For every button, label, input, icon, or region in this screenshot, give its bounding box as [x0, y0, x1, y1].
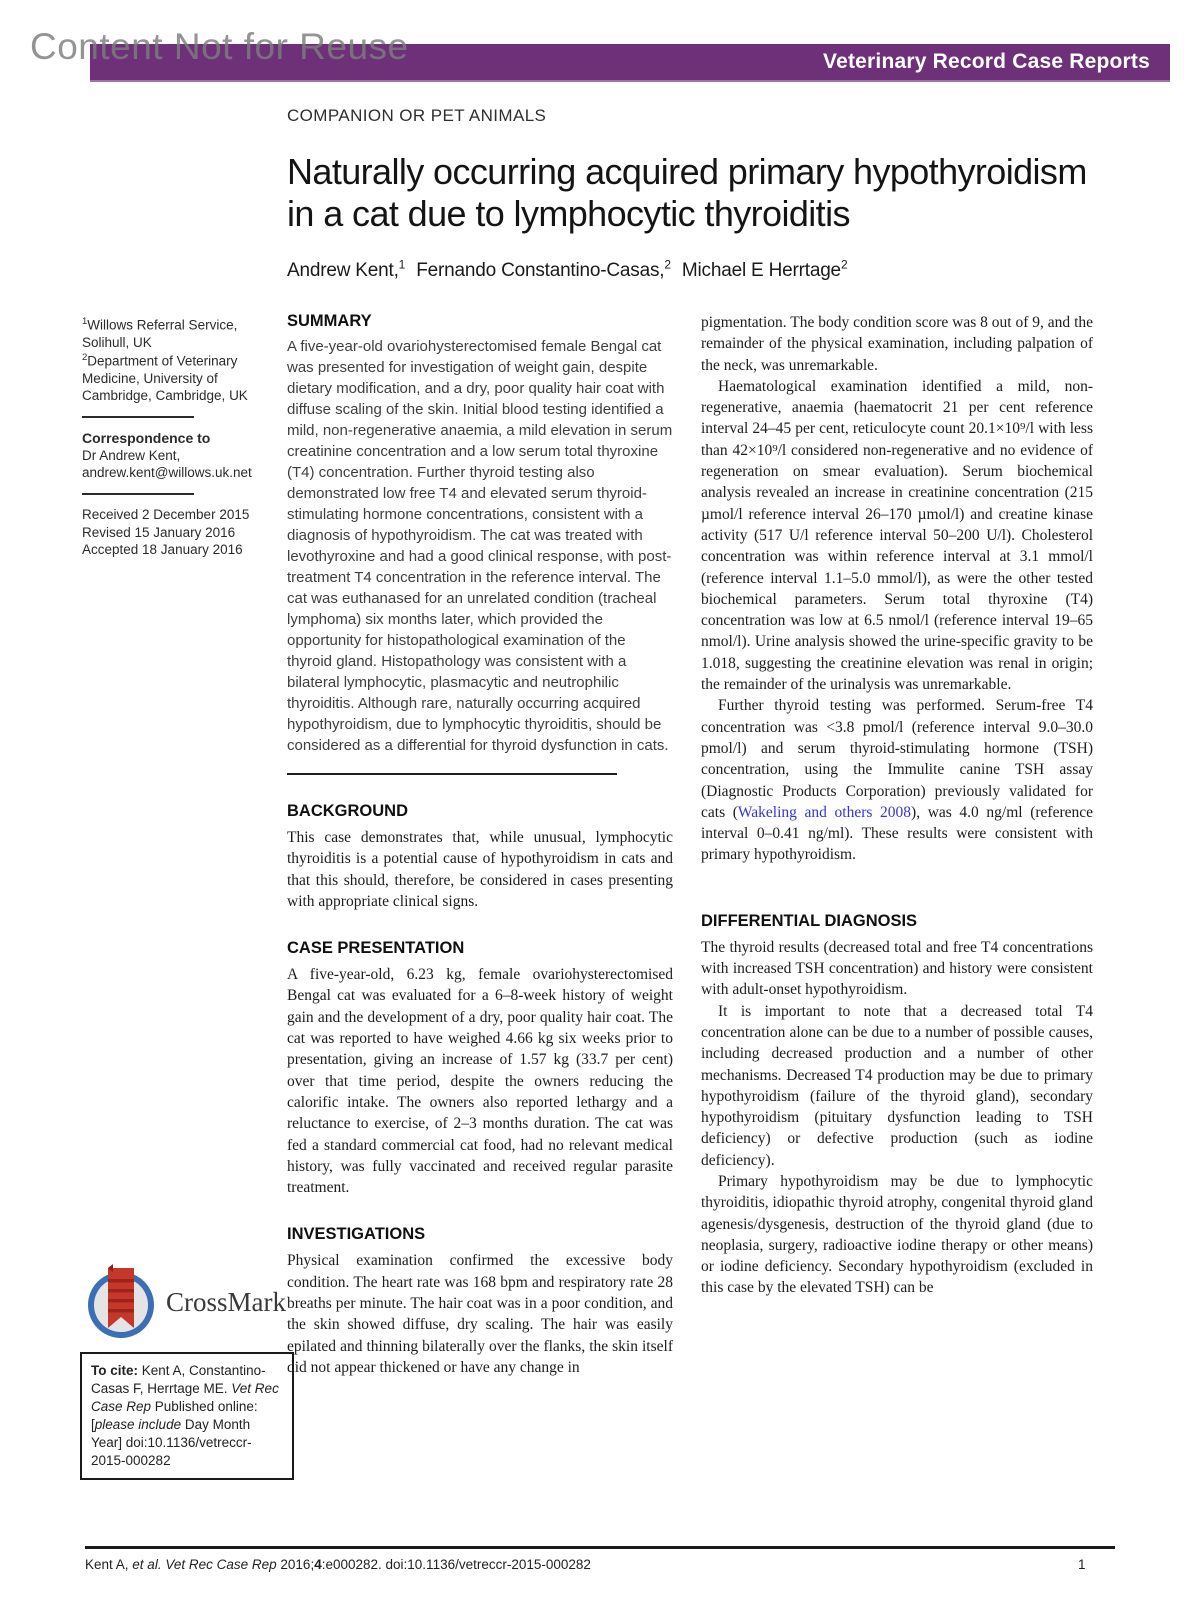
article-title: Naturally occurring acquired primary hypothyroidism in a cat due to lymphocytic thyroiditis [287, 151, 1087, 235]
correspondence-label: Correspondence to [82, 429, 211, 446]
journal-banner-title: Veterinary Record Case Reports [823, 50, 1150, 73]
footer-citation: Kent A, et al. Vet Rec Case Rep 2016;4:e000282. doi:10.1136/vetreccr-2015-000282 [85, 1557, 591, 1572]
crossmark-label: CrossMark [166, 1286, 286, 1317]
article-sidebar [82, 316, 284, 559]
affiliation: $^2$Department of Veterinary Medicine, University of Cambridge, Cambridge, UK [82, 351, 248, 404]
affiliation-marker: 1 [82, 316, 88, 327]
investigations-paragraph: Physical examination confirmed the excessive body condition. The heart rate was 168 bpm and respiratory rate 28 breaths per minute. The hair coat was in a poor condition, and the skin showed diffuse, dry scaling. The hair was easily epilated and thinning bilaterally over the flanks, the skin itself did not appear thickened or have any change in [287, 1252, 673, 1376]
author: Fernando Constantino-Casas,$^2$ [416, 257, 671, 281]
crossmark-badge[interactable] [84, 1262, 286, 1342]
body-column-right [701, 312, 1093, 1299]
differential-diagnosis-heading: DIFFERENTIAL DIAGNOSIS [701, 911, 918, 930]
article-header [287, 106, 1117, 282]
journal-abbrev: Vet Rec Case Rep [91, 1380, 279, 1414]
crossmark-icon [84, 1262, 158, 1342]
summary-heading: SUMMARY [287, 312, 372, 330]
affiliation-marker: 2 [82, 351, 88, 363]
background-paragraph: This case demonstrates that, while unusual, lymphocytic thyroiditis is a potential cause of hypothyroidism in cats and that this should, therefore, be considered in cases presenting with appropriate clinical signs. [287, 829, 673, 910]
author-list [287, 257, 1117, 281]
citation-link-wakeling-2008[interactable]: Wakeling and others 2008 [737, 803, 912, 821]
date-revised: Revised 15 January 2016 [82, 524, 236, 540]
case-presentation-heading: CASE PRESENTATION [287, 939, 465, 958]
differential-paragraph-2: It is important to note that a decreased total T4 concentration alone can be due to a number of possible causes, including decreased production and a number of other mechanisms. Decreased T4 production may be due to primary hypothyroidism (failure of the thyroid gland), secondary hypothyroidism (pituitary dysfunction leading to TSH deficiency) or defective production (such as iodine deficiency). [701, 1002, 1093, 1169]
page-number: 1 [1078, 1557, 1086, 1572]
article-category: COMPANION OR PET ANIMALS [287, 106, 547, 125]
affiliation: $^1$Willows Referral Service, Solihull, UK [82, 316, 238, 351]
investigations-paragraph-continued: pigmentation. The body condition score was 8 out of 9, and the remainder of the physical examination, including palpation of the neck, was unremarkable. [701, 314, 1093, 374]
summary-divider [287, 773, 617, 775]
body-column-left [287, 312, 673, 1378]
author-affiliation-marker: 1 [398, 257, 406, 272]
author-affiliation-marker: 2 [664, 257, 671, 272]
differential-paragraph-1: The thyroid results (decreased total and free T4 concentrations with increased TSH concentration) and history were consistent with adult-onset hypothyroidism. [701, 938, 1093, 999]
author-affiliation-marker: 2 [840, 257, 848, 272]
haematology-paragraph: Haematological examination identified a mild, non-regenerative, anaemia (haematocrit 21 per cent reference interval 24–45 per cent, reticulocyte count 20.1×10⁹/l with less than 42×10⁹/l considered non-regenerative and no evidence of regeneration on smear evaluation). Serum biochemical analysis revealed an increase in creatinine concentration (215 µmol/l reference interval 26–170 µmol/l) and creatine kinase activity (517 U/l reference interval 50–200 U/l). Cholesterol concentration was within reference interval at 3.1 mmol/l (reference interval 1.1–5.0 mmol/l), as were the other tested biochemical parameters. Serum total thyroxine (T4) concentration was low at 6.5 nmol/l (reference interval 19–65 nmol/l). Urine analysis showed the urine-specific gravity to be 1.018, suggesting the creatinine elevation was renal in origin; the remainder of the urinalysis was unremarkable. [701, 377, 1093, 694]
sidebar-divider [82, 493, 194, 495]
author: Andrew Kent,$^1$ [287, 257, 406, 281]
summary-text: A five-year-old ovariohysterectomised female Bengal cat was presented for investigation of weight gain, despite dietary modification, and a dry, poor quality hair coat with diffuse scaling of the skin. Initial blood testing identified a mild, non-regenerative anaemia, a mild elevation in serum creatinine concentration and a low serum total thyroxine (T4) concentration. Further thyroid testing also demonstrated low free T4 and elevated serum thyroid-stimulating hormone concentrations, consistent with a diagnosis of hypothyroidism. The cat was treated with levothyroxine and had a good clinical response, with post-treatment T4 concentration in the reference interval. The cat was euthanased for an unrelated condition (tracheal lymphoma) six months later, which provided the opportunity for histopathological examination of the thyroid gland. Histopathology was consistent with a bilateral lymphocytic, plasmacytic and neutrophilic thyroiditis. Although rare, naturally occurring acquired hypothyroidism, due to lymphocytic thyroiditis, should be considered as a differential for thyroid dysfunction in cats. [287, 338, 673, 754]
correspondence-email: andrew.kent@willows.uk.net [82, 465, 252, 481]
date-accepted: Accepted 18 January 2016 [82, 542, 243, 558]
correspondence-name: Dr Andrew Kent, [82, 447, 181, 463]
author: Michael E Herrtage$^2$ [681, 257, 848, 281]
differential-paragraph-3: Primary hypothyroidism may be due to lymphocytic thyroiditis, idiopathic thyroid atrophy, congenital thyroid gland agenesis/dysgenesis, destruction of the thyroid gland (due to neoplasia, surgery, radioactive iodine therapy or other means) or iodine deficiency. Secondary hypothyroidism (excluded in this case by the elevated TSH) can be [701, 1172, 1093, 1297]
sidebar-divider [82, 416, 194, 418]
to-cite-box: To cite: Kent A, Constantino-Casas F, Herrtage ME. Vet Rec Case Rep Published online: [please include Day Month Year] doi:10.1136/vetreccr-2015-000282 [80, 1352, 294, 1480]
date-received: Received 2 December 2015 [82, 507, 250, 523]
thyroid-testing-paragraph: Further thyroid testing was performed. Serum-free T4 concentration was <3.8 pmol/l (reference interval 9.0–30.0 pmol/l) and serum thyroid-stimulating hormone (TSH) concentration, using the Immulite canine TSH assay (Diagnostic Products Corporation) previously validated for cats (Wakeling and others 2008), was 4.0 ng/ml (reference interval 0–0.41 ng/ml). These results were consistent with primary hypothyroidism. [701, 697, 1093, 864]
watermark-text: Content Not for Reuse [30, 26, 409, 67]
investigations-heading: INVESTIGATIONS [287, 1225, 426, 1244]
to-cite-label: To cite: [91, 1363, 138, 1378]
footer-divider [85, 1546, 1115, 1549]
case-presentation-paragraph: A five-year-old, 6.23 kg, female ovariohysterectomised Bengal cat was evaluated for a 6–8-week history of weight gain and the development of a dry, poor quality hair coat. The cat was reported to have weighed 4.66 kg six weeks prior to presentation, giving an increase of 1.57 kg (33.7 per cent) over that time period, despite the owners reducing the calorific intake. The owners also reported lethargy and a reluctance to exercise, of 2–3 months duration. The cat was fed a standard commercial cat food, had no relevant medical history, was fully vaccinated and received regular parasite treatment. [287, 966, 673, 1197]
background-heading: BACKGROUND [287, 802, 408, 820]
